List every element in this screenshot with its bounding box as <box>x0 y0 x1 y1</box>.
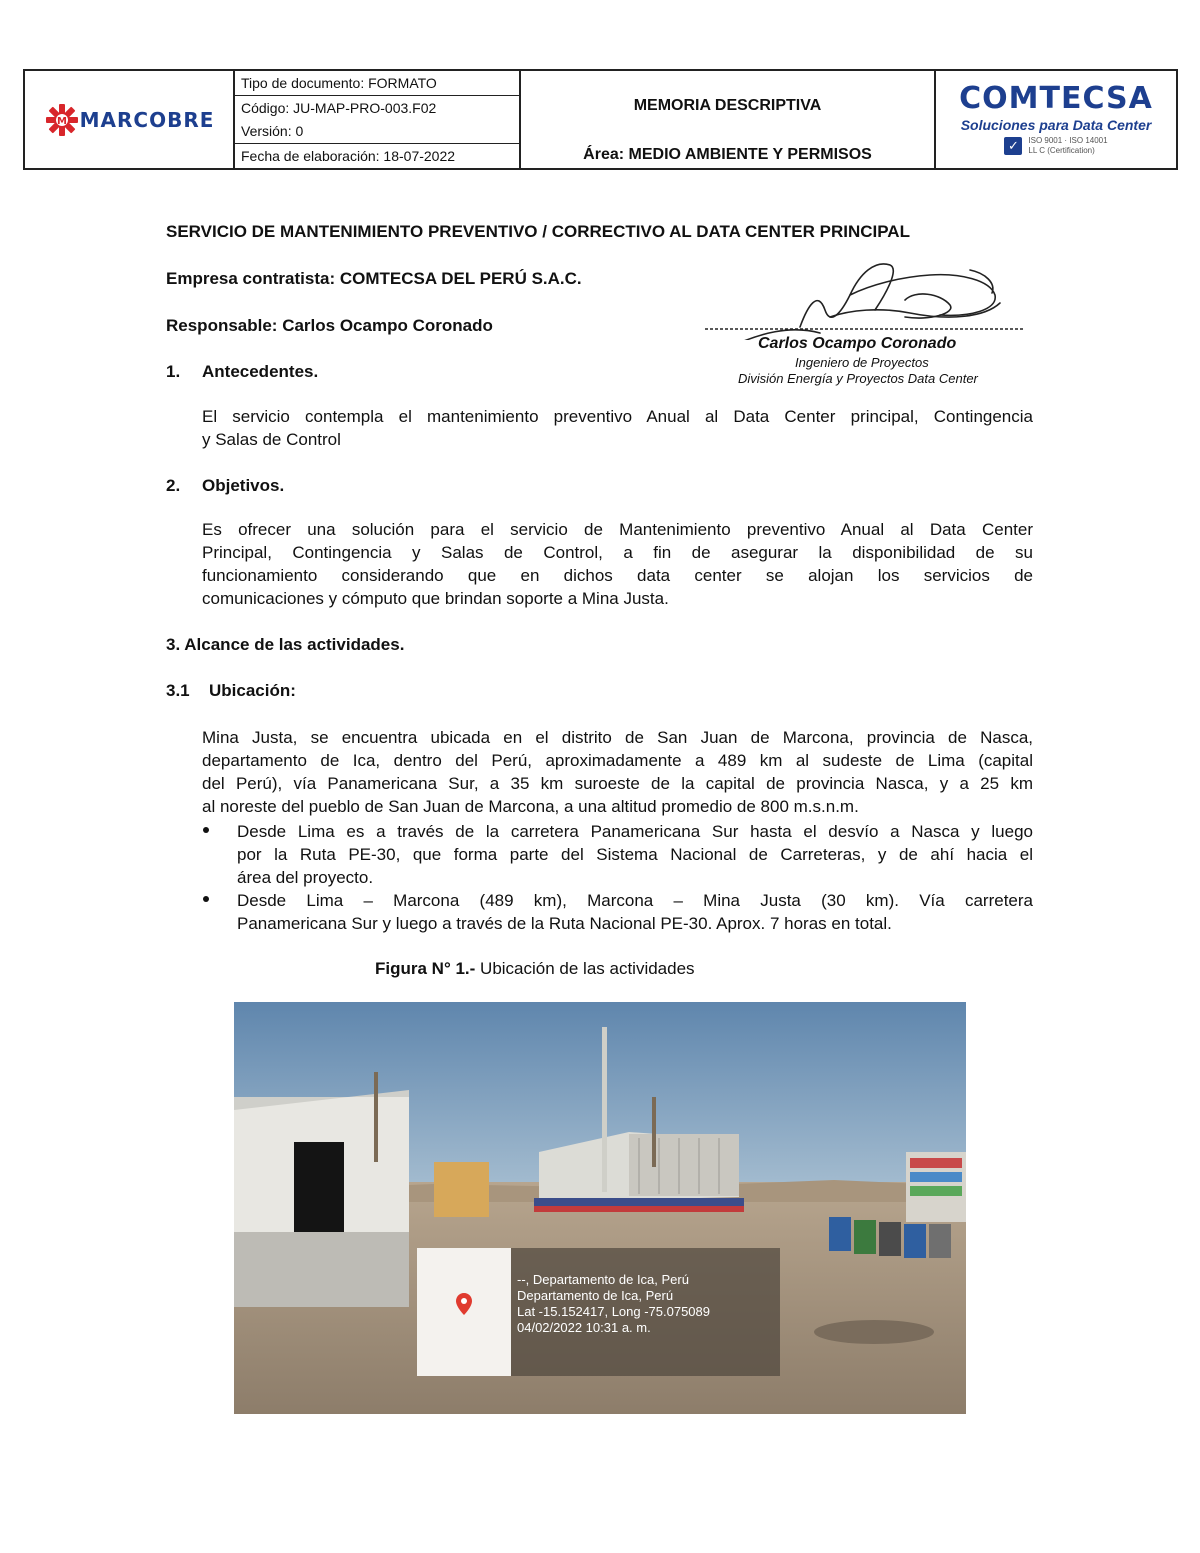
doc-area: Área: MEDIO AMBIENTE Y PERMISOS <box>583 146 872 163</box>
location-line-1: Mina Justa, se encuentra ubicada en el distrito de San Juan de Marcona, provincia de Nasca, <box>202 728 1033 747</box>
section-1-number: 1. <box>166 362 181 381</box>
bullet-1-line-1: Desde Lima es a través de la carretera Panamericana Sur hasta el desvío a Nasca y luego <box>237 822 1033 841</box>
marcobre-emblem-icon <box>44 102 80 138</box>
bullet-2-line-2: Panamericana Sur y luego a través de la Ruta Nacional PE-30. Aprox. 7 horas en total. <box>237 914 892 933</box>
certification <box>1004 136 1107 155</box>
gps-stamp-text <box>511 1248 710 1376</box>
section-2-line-1: Es ofrecer una solución para el servicio de Mantenimiento preventivo Anual al Data Center <box>202 520 1033 539</box>
figure-caption <box>375 957 695 980</box>
bullet-2-line-1: Desde Lima – Marcona (489 km), Marcona – Mina Justa (30 km). Vía carretera <box>237 891 1033 910</box>
figure-label: Figura N° 1.- <box>375 959 476 978</box>
signature-name: Carlos Ocampo Coronado <box>758 335 957 352</box>
doc-code: Código: JU-MAP-PRO-003.F02 <box>241 99 437 116</box>
check-icon: ✓ <box>1004 137 1022 155</box>
header-title-block <box>521 71 936 168</box>
bullet-1-line-2: por la Ruta PE-30, que forma parte del Sistema Nacional de Carreteras, y de ahí hacia el <box>237 845 1033 864</box>
bullet-marker <box>203 896 209 902</box>
gps-line-1: --, Departamento de Ica, Perú <box>517 1272 689 1287</box>
map-pin-icon <box>455 1292 473 1316</box>
section-2-line-3: funcionamiento considerando que en dichos data center se alojan los servicios de <box>202 566 1033 585</box>
section-2-line-2: Principal, Contingencia y Salas de Control, a fin de asegurar la disponibilidad de su <box>202 543 1033 562</box>
handwritten-signature <box>700 255 1030 340</box>
gps-line-4: 04/02/2022 10:31 a. m. <box>517 1320 651 1335</box>
cert-line-2: LL C (Certification) <box>1028 145 1095 155</box>
figure-caption-text: Ubicación de las actividades <box>475 959 695 978</box>
section-3-title: 3. Alcance de las actividades. <box>166 635 405 654</box>
section-1-line-1: El servicio contempla el mantenimiento preventivo Anual al Data Center principal, Contingencia <box>202 407 1033 426</box>
responsible: Responsable: Carlos Ocampo Coronado <box>166 316 493 335</box>
bullet-marker <box>203 827 209 833</box>
gps-line-2: Departamento de Ica, Perú <box>517 1288 674 1303</box>
gps-stamp-overlay <box>417 1248 780 1376</box>
comtecsa-logo <box>936 71 1176 168</box>
doc-type: Tipo de documento: FORMATO <box>235 71 519 96</box>
section-3-1-title: Ubicación: <box>209 681 296 700</box>
doc-version: Versión: 0 <box>235 120 519 145</box>
section-2-line-4: comunicaciones y cómputo que brindan soporte a Mina Justa. <box>202 589 669 608</box>
doc-date: Fecha de elaboración: 18-07-2022 <box>241 148 456 165</box>
section-2-number: 2. <box>166 476 181 495</box>
bullet-1-line-3: área del proyecto. <box>237 868 374 887</box>
marcobre-logo <box>25 71 235 168</box>
cert-line-1: ISO 9001 · ISO 14001 <box>1028 135 1108 145</box>
doc-title: MEMORIA DESCRIPTIVA <box>633 97 822 114</box>
gps-line-3: Lat -15.152417, Long -75.075089 <box>517 1304 711 1319</box>
location-line-4: al noreste del pueblo de San Juan de Marcona, a una altitud promedio de 800 m.s.n.m. <box>202 797 859 816</box>
svg-text:M: M <box>56 115 67 127</box>
signature-block <box>700 255 1030 390</box>
main-title: SERVICIO DE MANTENIMIENTO PREVENTIVO / CORRECTIVO AL DATA CENTER PRINCIPAL <box>166 222 910 241</box>
section-3-1-number: 3.1 <box>166 681 190 700</box>
document-header <box>23 69 1178 170</box>
section-1-line-2: y Salas de Control <box>202 430 341 449</box>
contractor: Empresa contratista: COMTECSA DEL PERÚ S.A.C. <box>166 269 582 288</box>
section-1-title: Antecedentes. <box>202 362 319 381</box>
comtecsa-tagline: Soluciones para Data Center <box>960 116 1152 133</box>
section-2-title: Objetivos. <box>202 476 285 495</box>
document-info <box>235 71 521 168</box>
marcobre-wordmark: MARCOBRE <box>79 107 215 132</box>
map-thumbnail <box>417 1248 511 1376</box>
signature-role: Ingeniero de Proyectos <box>795 355 929 370</box>
signature-division: División Energía y Proyectos Data Center <box>738 371 978 386</box>
comtecsa-wordmark: COMTECSA <box>959 80 1153 116</box>
location-line-3: del Perú), vía Panamericana Sur, a 35 km suroeste de la capital de provincia Nasca, y a 25 km <box>202 774 1033 793</box>
location-line-2: departamento de Ica, dentro del Perú, aproximadamente a 489 km al sudeste de Lima (capital <box>202 751 1033 770</box>
